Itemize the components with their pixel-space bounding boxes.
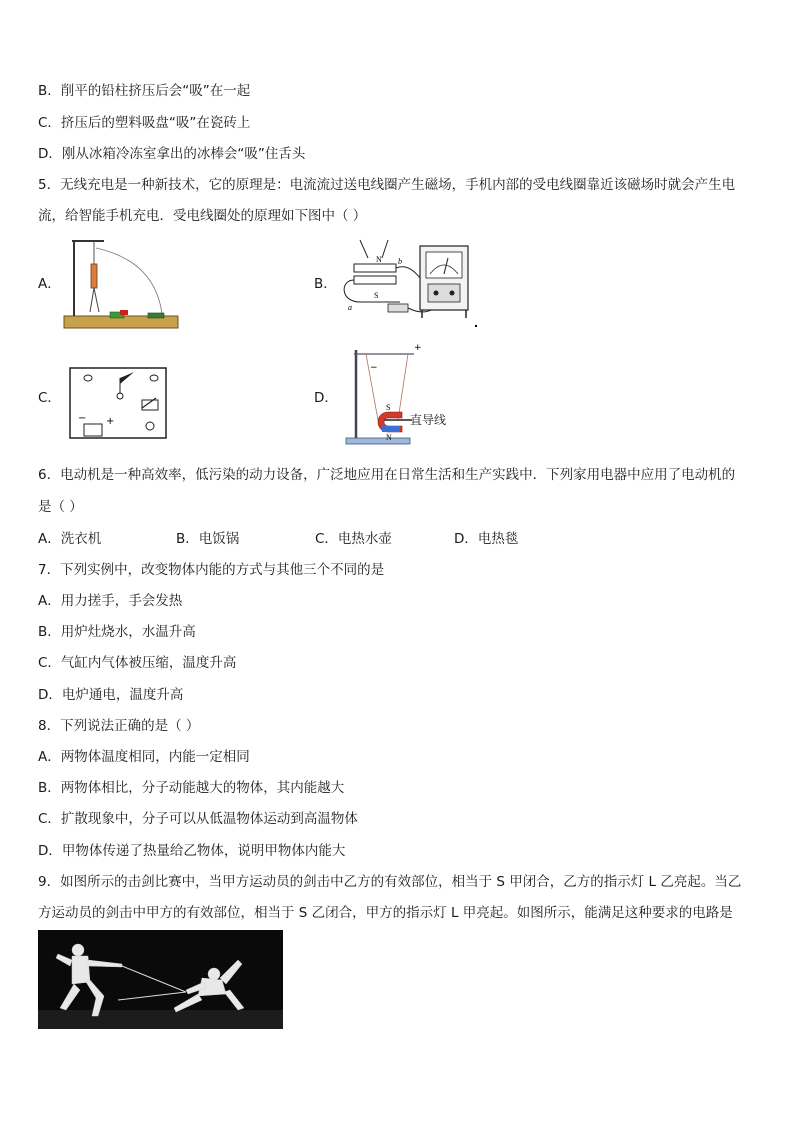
q9-stem-line1: 9．如图所示的击剑比赛中，当甲方运动员的剑击中乙方的有效部位，相当于 S 甲闭合，乙方的指示灯 L 乙亮起。当乙 (38, 874, 742, 890)
fig-d-minus: − (370, 363, 378, 373)
fig-d-annotation: 直导线 (410, 413, 447, 427)
fig-c-plus: + (106, 416, 115, 427)
q7-option-d: D．电炉通电，温度升高 (38, 687, 184, 703)
q7-option-b: B．用炉灶烧水，水温升高 (38, 624, 196, 640)
q6-stem-line1: 6．电动机是一种高效率，低污染的动力设备，广泛地应用在日常生活和生产实践中．下列家用电器中应用了电动机的 (38, 467, 736, 483)
q7-stem: 7．下列实例中，改变物体内能的方式与其他三个不同的是 (38, 562, 385, 578)
q9-fencing-photo (38, 930, 283, 1029)
q8-option-b: B．两物体相比，分子动能越大的物体，其内能越大 (38, 780, 345, 796)
q8-stem: 8．下列说法正确的是（ ） (38, 718, 200, 734)
q6-option-a: A．洗衣机 (38, 531, 102, 547)
fig-d-plus: + (414, 343, 422, 353)
fig-b-a-label: a (348, 303, 352, 312)
q4-option-b: B．削平的铅柱挤压后会“吸”在一起 (38, 83, 251, 99)
q8-option-a: A．两物体温度相同，内能一定相同 (38, 749, 250, 765)
q5-figure-b (340, 240, 485, 322)
q6-stem-line2: 是（ ） (38, 499, 83, 515)
fig-c-minus: − (78, 413, 87, 424)
q5-stem-line1: 5．无线充电是一种新技术，它的原理是：电流流过送电线圈产生磁场，手机内部的受电线圈靠近该磁场时就会产生电 (38, 177, 736, 193)
q6-options (38, 530, 518, 548)
q5-label-b: B． (314, 276, 337, 292)
q6-option-d: D．电热毯 (454, 531, 519, 547)
q5-figure-a (62, 236, 182, 332)
q8-option-d: D．甲物体传递了热量给乙物体，说明甲物体内能大 (38, 843, 346, 859)
q4-option-c: C．挤压后的塑料吸盘“吸”在瓷砖上 (38, 115, 251, 131)
fig-d-n-label: N (386, 433, 392, 442)
q6-option-c: C．电热水壶 (315, 531, 392, 547)
q5-label-a: A． (38, 276, 61, 292)
q8-option-c: C．扩散现象中，分子可以从低温物体运动到高温物体 (38, 811, 358, 827)
q9-stem-line2: 方运动员的剑击中甲方的有效部位，相当于 S 乙闭合，甲方的指示灯 L 甲亮起。如图所示，能满足这种要求的电路是 (38, 905, 733, 921)
fig-d-s-label: S (386, 403, 391, 412)
fig-b-s-label: S (374, 291, 379, 300)
q5-label-d: D． (314, 390, 338, 406)
q5-figure-d (342, 340, 452, 446)
fig-b-b-label: b (398, 257, 402, 266)
q4-option-d: D．刚从冰箱冷冻室拿出的冰棒会“吸”住舌头 (38, 146, 306, 162)
fig-b-dot (475, 325, 477, 327)
q5-figure-c (62, 364, 172, 442)
q5-stem-line2: 流，给智能手机充电．受电线圈处的原理如下图中（ ） (38, 208, 367, 224)
q5-label-c: C． (38, 390, 61, 406)
q7-option-c: C．气缸内气体被压缩，温度升高 (38, 655, 237, 671)
q6-option-b: B．电饭锅 (176, 531, 240, 547)
q7-option-a: A．用力搓手，手会发热 (38, 593, 183, 609)
fig-b-n-label: N (376, 255, 382, 264)
